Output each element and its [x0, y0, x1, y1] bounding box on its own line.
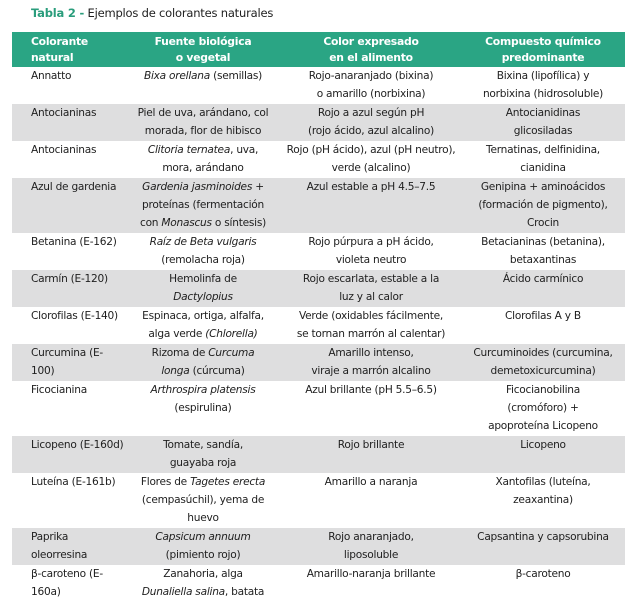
- cell-color: [281, 178, 461, 233]
- cell-fuente: [125, 270, 281, 307]
- cell-colorante: [12, 565, 125, 605]
- compuesto-line: apoproteína Licopeno: [488, 420, 598, 432]
- table-header: [12, 32, 625, 67]
- cell-color: [281, 233, 461, 270]
- cell-color: [281, 473, 461, 528]
- cell-compuesto: [461, 104, 625, 141]
- color-line: Rojo púrpura a pH ácido,: [308, 236, 434, 248]
- color-line: Amarillo intenso,: [328, 347, 414, 359]
- color-line: Amarillo a naranja: [324, 476, 418, 488]
- table-row: [12, 528, 625, 565]
- compuesto-line: Capsantina y capsorubina: [477, 531, 609, 543]
- cell-colorante: [12, 67, 125, 104]
- cell-colorante: [12, 141, 125, 178]
- color-line: Verde (oxidables fácilmente,: [298, 310, 444, 322]
- cell-fuente: [125, 565, 281, 605]
- cell-compuesto: [461, 528, 625, 565]
- cell-color: [281, 344, 461, 381]
- species-name: longa: [161, 365, 190, 377]
- compuesto-line: Crocin: [527, 217, 559, 229]
- compuesto-line: (formación de pigmento),: [478, 199, 608, 211]
- table-row: [12, 233, 625, 270]
- cell-fuente: [125, 473, 281, 528]
- cell-color: [281, 381, 461, 436]
- header-line: Color expresado: [323, 34, 419, 48]
- compuesto-line: Antocianidinas: [505, 107, 581, 119]
- table-row: [12, 344, 625, 381]
- cell-fuente: [125, 178, 281, 233]
- compuesto-line: Ácido carmínico: [502, 273, 584, 285]
- header-line: Fuente biológica: [154, 34, 252, 48]
- cell-colorante: [12, 233, 125, 270]
- color-line: Rojo anaranjado,: [328, 531, 414, 543]
- table-caption: [31, 6, 273, 20]
- color-line: Rojo brillante: [337, 439, 405, 451]
- compuesto-line: Clorofilas A y B: [505, 310, 581, 322]
- colorante-name: Antocianinas: [31, 144, 97, 156]
- cell-fuente: [125, 307, 281, 344]
- cell-color: [281, 67, 461, 104]
- header-line: Colorante natural: [31, 34, 88, 64]
- color-line: o amarillo (norbixina): [316, 88, 426, 100]
- fuente-text: (pimiento rojo): [165, 549, 241, 561]
- table-row: [12, 307, 625, 344]
- compuesto-line: Genipina + aminoácidos: [480, 181, 606, 193]
- fuente-text: (remolacha roja): [161, 254, 245, 266]
- compuesto-line: Ficocianobilina: [505, 384, 581, 396]
- colorante-name: Clorofilas (E-140): [31, 310, 118, 322]
- fuente-text: Zanahoria, alga: [163, 568, 243, 580]
- caption-title: Ejemplos de colorantes naturales: [84, 6, 274, 20]
- compuesto-line: betaxantinas: [509, 254, 577, 266]
- compuesto-line: glicosiladas: [513, 125, 573, 137]
- cell-compuesto: [461, 233, 625, 270]
- fuente-text: morada, flor de hibisco: [144, 125, 262, 137]
- header-line: Compuesto químico: [485, 34, 601, 48]
- table-body: [12, 67, 625, 605]
- color-line: violeta neutro: [335, 254, 407, 266]
- color-line: Rojo a azul según pH: [317, 107, 425, 119]
- cell-fuente: [125, 104, 281, 141]
- cell-compuesto: [461, 565, 625, 605]
- colorante-name: Betanina (E-162): [31, 236, 117, 248]
- colorante-name: Azul de gardenia: [31, 181, 117, 193]
- species-name: Curcuma: [208, 347, 255, 359]
- fuente-text: Piel de uva, arándano, col: [137, 107, 269, 119]
- colorante-name: Licopeno (E-160d): [31, 439, 124, 451]
- cell-color: [281, 307, 461, 344]
- fuente-text: Hemolinfa de: [169, 273, 237, 285]
- cell-color: [281, 141, 461, 178]
- table-row: [12, 67, 625, 104]
- species-name: Capsicum annuum: [155, 531, 251, 543]
- table-row: [12, 473, 625, 528]
- table-row: [12, 178, 625, 233]
- header-line: en el alimento: [329, 50, 413, 64]
- compuesto-line: demetoxicurcumina): [490, 365, 596, 377]
- compuesto-line: Ternatinas, delfinidina,: [486, 144, 600, 156]
- species-name: Tagetes erecta: [190, 476, 266, 488]
- cell-compuesto: [461, 67, 625, 104]
- cell-compuesto: [461, 344, 625, 381]
- fuente-text: (cempasúchil), yema de huevo: [141, 494, 265, 524]
- header-compuesto: [461, 32, 625, 67]
- color-line: Azul estable a pH 4.5–7.5: [306, 181, 436, 193]
- color-line: se tornan marrón al calentar): [296, 328, 446, 340]
- colorante-name: Luteína (E-161b): [31, 476, 116, 488]
- cell-compuesto: [461, 141, 625, 178]
- cell-colorante: [12, 381, 125, 436]
- cell-color: [281, 436, 461, 473]
- cell-color: [281, 104, 461, 141]
- colorante-name: β-caroteno (E-160a): [31, 568, 103, 598]
- compuesto-line: zeaxantina): [513, 494, 573, 506]
- table-row: [12, 381, 625, 436]
- fuente-text: guayaba roja: [169, 457, 237, 469]
- caption-label: Tabla 2 -: [31, 6, 85, 20]
- compuesto-line: β-caroteno: [515, 568, 571, 580]
- header-line: predominante: [501, 50, 585, 64]
- cell-fuente: [125, 233, 281, 270]
- cell-colorante: [12, 270, 125, 307]
- species-name: Clitoria ternatea: [147, 144, 231, 156]
- color-line: Amarillo-naranja brillante: [306, 568, 436, 580]
- cell-fuente: [125, 528, 281, 565]
- table-row: [12, 104, 625, 141]
- cell-colorante: [12, 344, 125, 381]
- colorante-name: Paprika oleorresina: [31, 531, 88, 561]
- fuente-text: +: [252, 181, 264, 193]
- species-name: Bixa orellana: [143, 70, 210, 82]
- fuente-text: Espinaca, ortiga, alfalfa,: [142, 310, 264, 322]
- compuesto-line: cianidina: [520, 162, 566, 174]
- cell-colorante: [12, 436, 125, 473]
- fuente-text: proteínas (fermentación: [142, 199, 264, 211]
- color-line: Azul brillante (pH 5.5–6.5): [305, 384, 437, 396]
- color-line: Rojo-anaranjado (bixina): [308, 70, 434, 82]
- colorante-name: Ficocianina: [31, 384, 87, 396]
- cell-compuesto: [461, 436, 625, 473]
- compuesto-line: Curcuminoides (curcumina,: [473, 347, 613, 359]
- color-line: liposoluble: [343, 549, 399, 561]
- colorante-name: Curcumina (E-100): [31, 347, 104, 377]
- fuente-text: mora, arándano: [162, 162, 244, 174]
- fuente-text: , uva,: [230, 144, 259, 156]
- compuesto-line: Xantofilas (luteína,: [495, 476, 591, 488]
- species-name: Arthrospira platensis: [150, 384, 256, 396]
- cell-color: [281, 270, 461, 307]
- table-row: [12, 270, 625, 307]
- fuente-text: con: [140, 217, 162, 229]
- cell-colorante: [12, 178, 125, 233]
- table-row: [12, 436, 625, 473]
- fuente-text: Tomate, sandía,: [163, 439, 243, 451]
- compuesto-line: (cromóforo) +: [507, 402, 579, 414]
- cell-colorante: [12, 528, 125, 565]
- color-line: Rojo (pH ácido), azul (pH neutro),: [286, 144, 456, 156]
- table-row: [12, 141, 625, 178]
- fuente-text: alga verde: [148, 328, 206, 340]
- header-line: o vegetal: [175, 50, 231, 64]
- cell-fuente: [125, 67, 281, 104]
- fuente-text: , batata: [224, 586, 265, 598]
- color-line: verde (alcalino): [331, 162, 411, 174]
- fuente-text: o síntesis): [211, 217, 266, 229]
- color-line: (rojo ácido, azul alcalino): [307, 125, 435, 137]
- fuente-text: (espirulina): [174, 402, 232, 414]
- species-name: Gardenia jasminoides: [142, 181, 253, 193]
- cell-compuesto: [461, 178, 625, 233]
- color-line: viraje a marrón alcalino: [311, 365, 431, 377]
- cell-compuesto: [461, 270, 625, 307]
- cell-colorante: [12, 473, 125, 528]
- color-line: luz y al calor: [339, 291, 403, 303]
- cell-fuente: [125, 344, 281, 381]
- cell-fuente: [125, 141, 281, 178]
- header-row: [12, 32, 625, 67]
- cell-color: [281, 528, 461, 565]
- fuente-text: (cúrcuma): [189, 365, 245, 377]
- compuesto-line: Licopeno: [520, 439, 566, 451]
- compuesto-line: norbixina (hidrosoluble): [482, 88, 604, 100]
- species-name: Raíz de Beta vulgaris: [149, 236, 257, 248]
- compuesto-line: Betacianinas (betanina),: [481, 236, 605, 248]
- cell-compuesto: [461, 307, 625, 344]
- species-name: Monascus: [161, 217, 212, 229]
- fuente-text: Rizoma de: [151, 347, 209, 359]
- header-color: [281, 32, 461, 67]
- colorante-name: Annatto: [31, 70, 72, 82]
- compuesto-line: Bixina (lipofílica) y: [496, 70, 590, 82]
- cell-colorante: [12, 307, 125, 344]
- cell-fuente: [125, 381, 281, 436]
- colorants-table: [12, 32, 625, 605]
- colorante-name: Carmín (E-120): [31, 273, 108, 285]
- cell-colorante: [12, 104, 125, 141]
- cell-fuente: [125, 436, 281, 473]
- fuente-text: Flores de: [140, 476, 191, 488]
- fuente-text: (semillas): [209, 70, 263, 82]
- header-fuente: [125, 32, 281, 67]
- cell-color: [281, 565, 461, 605]
- header-colorante: [12, 32, 125, 67]
- species-name: (Chlorella): [205, 328, 258, 340]
- color-line: Rojo escarlata, estable a la: [302, 273, 440, 285]
- table-row: [12, 565, 625, 605]
- species-name: Dactylopius: [173, 291, 233, 303]
- cell-compuesto: [461, 381, 625, 436]
- cell-compuesto: [461, 473, 625, 528]
- species-name: Dunaliella salina: [141, 586, 225, 598]
- colorante-name: Antocianinas: [31, 107, 97, 119]
